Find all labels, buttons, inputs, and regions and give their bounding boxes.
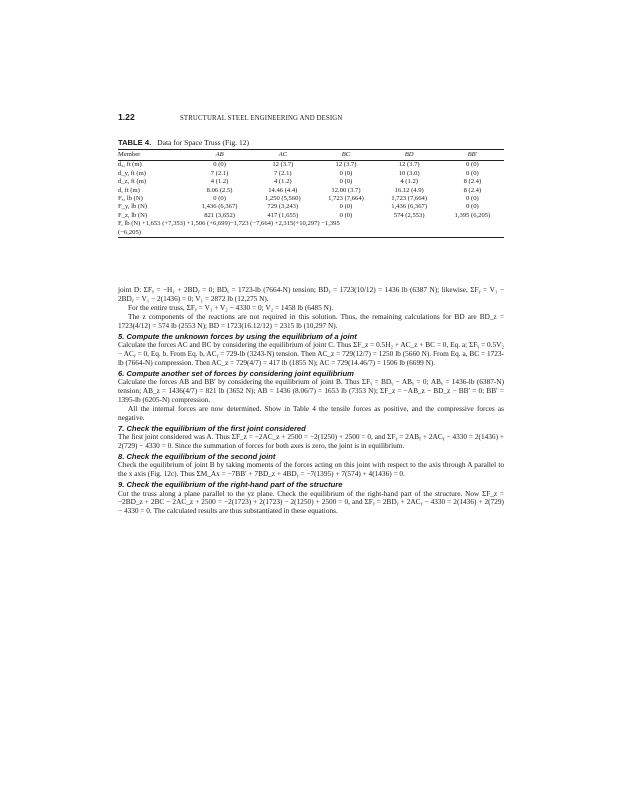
- paragraph: Calculate the forces AC and BC by considering the equilibrium of joint C. Thus ΣF_z = 0.5H₂ + AC_z + BC = 0, Eq. a; ΣFᵧ = 0.5V₂ − ACᵧ = 0, Eq. b. From Eq. b, ACᵧ = 729-lb (3243-N) tension. Then AC_z = 729(12/7) = 1250 lb (5660 N). From Eq. a, BC = 1723-lb (7664-N) compression. Then AC_z = 729(4/7) = 417 lb (1855 N); AC = 729(14.46/7) = 1506 lb (6699 N).: [118, 340, 504, 367]
- paragraph: Cut the truss along a plane parallel to the yz plane. Check the equilibrium of the right-hand part of the structure. Now ΣF_z = −2BD_z + 2BC − 2AC_z + 2500 = −2(1723) + 2(1723) − 2(1250) + 2500 = 0, and ΣFᵧ = 2BDᵧ + 2ACᵧ − 4330 = 2(1436) + 2(729) − 4330 = 0. The calculated results are thus substantiated in these equations.: [118, 488, 504, 516]
- table-cell: 1,395 (6,205): [454, 211, 491, 219]
- table-row-resultant: [118, 220, 504, 237]
- table-cell: 0 (0): [466, 203, 479, 211]
- paragraph: The first joint considered was A. Thus ΣF_z = −2AC_z + 2500 = −2(1250) + 2500 = 0, and ΣFᵧ = 2ABᵧ + 2ACᵧ − 4330 = 2(1436) + 2(729) − 4330 = 0. Since the summation of forces for both axes is zero, the joint is in equilibrium.: [118, 432, 504, 450]
- table-caption: [118, 138, 504, 147]
- table-cell: d_y, ft (m): [118, 169, 146, 177]
- table-cell: 417 (1,655): [267, 211, 299, 219]
- paragraph: Calculate the forces AB and BB′ by considering the equilibrium of joint B. Thus ΣFᵧ = BDᵧ − ABᵧ = 0; ABᵧ = 1436-lb (6387-N) tension; AB_z = 1436(4/7) = 821 lb (3652 N); AB = 1436 (8.06/7) = 1653 lb (7353 N); ΣF_z = −AB_z − BD_z − BB′ = 0; BB′ = 1395-lb (6205-N) compression.: [118, 377, 504, 404]
- column-header: AB: [188, 150, 251, 161]
- table-cell: 16.12 (4.9): [394, 186, 424, 194]
- table-cell: 1,436 (6,367): [201, 203, 238, 211]
- table-row: [118, 195, 504, 203]
- column-header: BC: [314, 150, 377, 161]
- book-title: STRUCTURAL STEEL ENGINEERING AND DESIGN: [180, 115, 343, 122]
- paragraph: Check the equilibrium of joint B by taking moments of the forces acting on this joint with respect to the axis through A parallel to the x axis (Fig. 12c). Thus ΣM_Ax = −7BB′ + 7BD_z + 4BDᵧ = −7(1395) + 7(574) + 4(1436) = 0.: [118, 460, 504, 479]
- table-row: [118, 178, 504, 186]
- step-heading: 6. Compute another set of forces by considering joint equilibrium: [118, 368, 354, 378]
- table-cell: 7 (2.1): [210, 169, 229, 177]
- table-cell: F_z, lb (N): [118, 211, 148, 219]
- column-header: AC: [251, 150, 314, 161]
- table-cell: 12 (3.7): [398, 161, 420, 169]
- table-cell: 8.06 (2.5): [206, 186, 233, 194]
- table-cell: 4 (1.2): [400, 178, 418, 186]
- step-heading: 7. Check the equilibrium of the first joint considered: [118, 423, 306, 433]
- resultant-row-cell: [118, 220, 504, 237]
- table-cell: 8 (2.4): [463, 178, 482, 186]
- table-cell: 10 (3.0): [398, 169, 420, 177]
- table-cell: 0 (0): [339, 178, 353, 186]
- table-row: [118, 203, 504, 211]
- page: [118, 112, 504, 516]
- table-cell: 729 (3,243): [267, 203, 299, 211]
- table-cell: 12.00 (3.7): [331, 186, 361, 194]
- table-cell: d_z, ft (m): [118, 178, 147, 186]
- table-cell: 4 (1.2): [273, 178, 292, 186]
- table-cell: 574 (2,553): [393, 211, 425, 219]
- table-cell: 0 (0): [339, 169, 353, 177]
- table-cell: 12 (3.7): [335, 161, 357, 169]
- paragraph: The z components of the reactions are not required in this solution. Thus, the remaining calculations for BD are BD_z = 1723(4/12) = 574 lb (2553 N); BD = 1723(16.12/12) = 2315 lb (10,297 N).: [118, 311, 504, 330]
- body-text: [118, 286, 504, 516]
- table-cell: 1,250 (5,560): [264, 195, 301, 203]
- table-cell: 0 (0): [466, 161, 479, 169]
- table-cell: 0 (0): [339, 211, 353, 219]
- table-header-row: [118, 150, 504, 161]
- table-cell: d, ft (m): [118, 186, 140, 194]
- data-table: [118, 149, 504, 238]
- table-cell: 1,436 (6,367): [391, 203, 428, 211]
- table-row: [118, 170, 504, 178]
- table-cell: 0 (0): [213, 195, 226, 203]
- column-header: BD: [378, 150, 441, 161]
- table-cell: 7 (2.1): [273, 169, 292, 177]
- resultant-row-wrap: (−6,205): [118, 228, 141, 236]
- step-heading: 5. Compute the unknown forces by using the equilibrium of a joint: [118, 331, 357, 341]
- running-head: [118, 112, 504, 122]
- table-row: [118, 161, 504, 170]
- table-cell: dₓ, ft (m): [118, 161, 142, 169]
- table-cell: 4 (1.2): [210, 178, 229, 186]
- table-cell: 0 (0): [213, 161, 226, 169]
- table-cell: Fₓ, lb (N): [118, 195, 143, 203]
- table-title: Data for Space Truss (Fig. 12): [157, 138, 250, 147]
- table-cell: 0 (0): [466, 169, 479, 177]
- table-cell: 0 (0): [339, 203, 353, 211]
- step-heading: 9. Check the equilibrium of the right-hand part of the structure: [118, 480, 343, 490]
- table-cell: 8 (2.4): [463, 186, 482, 194]
- table-cell: 1,723 (7,664): [328, 195, 364, 203]
- column-header: Member: [118, 150, 188, 161]
- table-cell: 1,723 (7,664): [391, 195, 428, 203]
- table-cell: 14.46 (4.4): [268, 186, 298, 194]
- resultant-row-text: F, lb (N) +1,653 (+7,353) +1,506 (+6,699)−1,723 (−7,664) +2,315(+10,297) −1,395: [118, 220, 340, 228]
- paragraph: All the internal forces are now determined. Show in Table 4 the tensile forces as positive, and the compressive forces as negative.: [118, 403, 504, 422]
- table-cell: F_y, lb (N): [118, 203, 148, 211]
- paragraph: joint D: ΣFᵧ = −H₁ + 2BDᵧ = 0; BDᵧ = 1723-lb (7664-N) tension; BDᵧ = 1723(10/12) = 1436 lb (6387 N); likewise, ΣFᵧ = V₁ − 2BDᵧ = V₁ − 2(1436) = 0; V₁ = 2872 lb (12,275 N).: [118, 285, 504, 303]
- table-cell: 12 (3.7): [272, 161, 294, 169]
- table-row: [118, 187, 504, 195]
- table-row: [118, 212, 504, 220]
- page-number: 1.22: [118, 112, 135, 122]
- table-label: TABLE 4.: [118, 138, 152, 147]
- column-header: BB′: [441, 150, 504, 161]
- step-heading: 8. Check the equilibrium of the second joint: [118, 451, 276, 461]
- table-cell: 821 (3,652): [204, 211, 235, 219]
- paragraph: For the entire truss, ΣFᵧ = V₁ + V₂ − 4330 = 0; V₂ = 1458 lb (6485 N).: [128, 302, 334, 312]
- table-cell: 0 (0): [466, 195, 479, 203]
